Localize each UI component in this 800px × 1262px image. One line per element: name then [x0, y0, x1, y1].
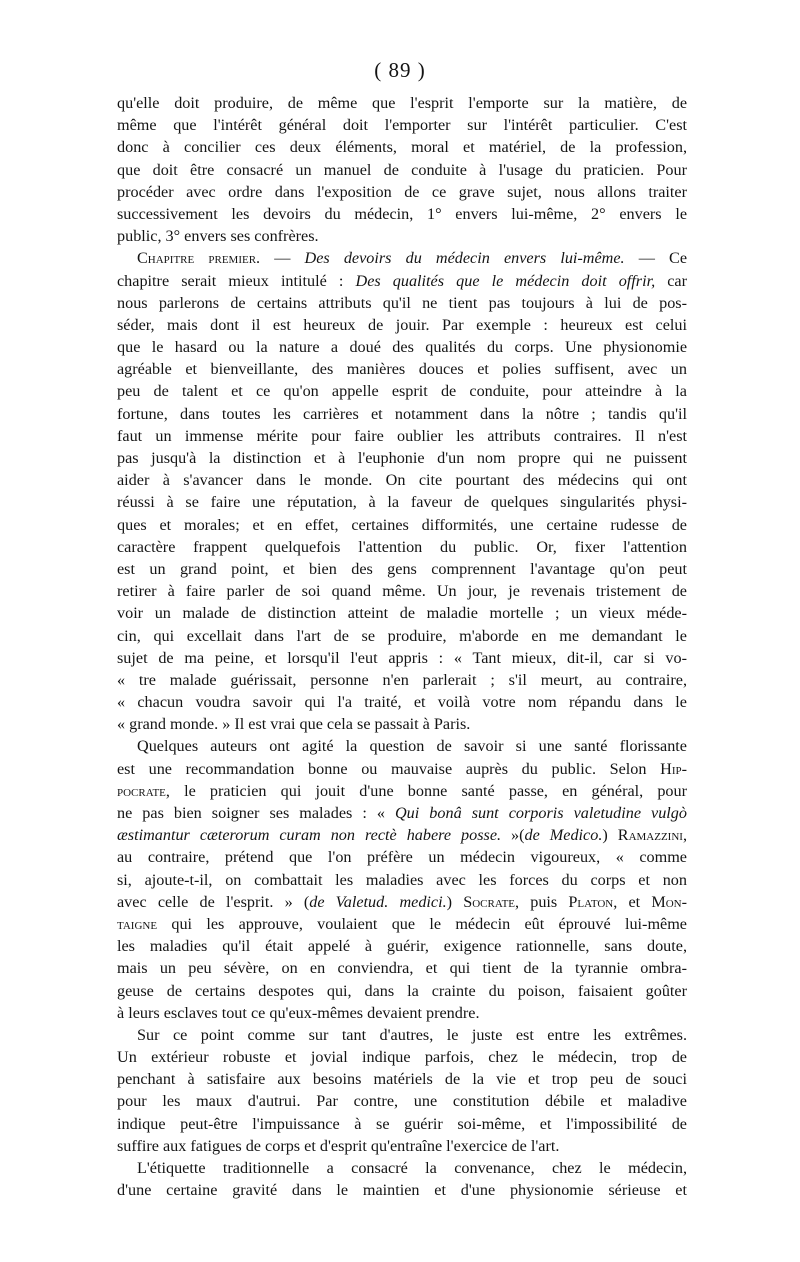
text-segment: si, ajoute-t-il, on combattait les maladies avec les forces du corps et non [117, 870, 687, 889]
text-segment: que le hasard ou la nature a doué des qualités du corps. Une physionomie [117, 338, 687, 357]
text-line [117, 358, 687, 380]
text-segment: réussi à se faire une réputation, à la faveur de quelques singularités physi- [117, 493, 687, 512]
text-segment: geuse de certains despotes qui, dans la crainte du poison, faisaient goûter [117, 981, 687, 1000]
text-line [117, 1046, 687, 1068]
text-line [117, 1179, 687, 1201]
text-line [117, 913, 687, 935]
text-segment: ques et morales; et en effet, certaines difformités, une certaine rudesse de [117, 515, 687, 534]
text-segment: Un extérieur robuste et jovial indique parfois, chez le médecin, trop de [117, 1048, 687, 1067]
text-segment: les maladies qu'il était appelé à guérir, exigence rationnelle, sans doute, [117, 937, 687, 956]
text-line [117, 1068, 687, 1090]
text-segment: — [260, 249, 305, 268]
text-segment: procéder avec ordre dans l'exposition de ce grave sujet, nous allons traiter [117, 182, 687, 201]
small-caps-text: Mon- [651, 892, 687, 911]
text-segment: aider à s'avancer dans le monde. On cite pourtant des médecins qui ont [117, 471, 687, 490]
text-segment: public, 3° envers ses confrères. [117, 227, 319, 246]
italic-text: Des qualités que le médecin doit offrir, [355, 271, 656, 290]
page-number: ( 89 ) [374, 58, 426, 82]
text-line [117, 380, 687, 402]
text-segment: est un grand point, et bien des gens comprennent l'avantage qu'on peut [117, 559, 687, 578]
text-line [117, 203, 687, 225]
text-segment: ne pas bien soigner ses malades : « [117, 804, 395, 822]
text-line [117, 336, 687, 358]
text-line [117, 1002, 687, 1024]
text-segment: mais un peu sévère, on en conviendra, et qui tient de la tyrannie ombra- [117, 959, 687, 978]
text-segment: ) [602, 826, 618, 845]
text-line [117, 647, 687, 669]
text-line [117, 469, 687, 491]
text-segment: puis [519, 892, 569, 911]
text-segment: sujet de ma peine, et lorsqu'il l'eut appris : « Tant mieux, dit-il, car si vo- [117, 648, 687, 667]
text-line [117, 957, 687, 979]
text-segment: avec celle de l'esprit. » ( [117, 892, 310, 911]
text-segment: qu'elle doit produire, de même que l'esprit l'emporte sur la matière, de [117, 94, 687, 112]
text-line [117, 1135, 687, 1157]
text-line [117, 602, 687, 624]
text-segment: indique peut-être l'impuissance à se guérir soi-même, et l'impossibilité de [117, 1114, 687, 1133]
text-line [117, 625, 687, 647]
text-segment: penchant à satisfaire aux besoins matériels de la vie et trop peu de souci [117, 1070, 687, 1089]
text-segment: à leurs esclaves tout ce qu'eux-mêmes devaient prendre. [117, 1003, 480, 1022]
text-segment: d'une certaine gravité dans le maintien et d'une physionomie sérieuse et [117, 1181, 687, 1200]
text-segment: L'étiquette traditionnelle a consacré la convenance, chez le médecin, [137, 1159, 687, 1177]
text-segment: car [655, 271, 687, 290]
text-line [117, 1024, 687, 1046]
text-segment: retirer à faire parler de soi quand même. Un jour, je revenais tristement de [117, 582, 687, 601]
text-segment: « chacun voudra savoir qui l'a traité, et voilà votre nom répandu dans le [117, 693, 687, 712]
italic-text: æstimantur cæterorum curam non rectè habere posse. [117, 826, 502, 845]
text-segment: pour les maux d'autrui. Par contre, une constitution débile et maladive [117, 1092, 687, 1111]
text-segment: séder, mais dont il est heureux de jouir. Par exemple : heureux est celui [117, 315, 687, 334]
text-line [117, 780, 687, 802]
text-line [117, 558, 687, 580]
italic-text: de Medico. [524, 826, 603, 845]
text-line [117, 735, 687, 757]
text-segment: Quelques auteurs ont agité la question de savoir si une santé florissante [137, 737, 687, 756]
text-segment: et [617, 892, 652, 911]
text-line [117, 1113, 687, 1135]
text-line [117, 491, 687, 513]
text-segment: donc à concilier ces deux éléments, moral et matériel, de la profession, [117, 138, 687, 157]
text-line [117, 447, 687, 469]
text-segment: le praticien qui jouit d'une bonne santé passe, en général, pour [169, 781, 687, 800]
text-line [117, 181, 687, 203]
text-line [117, 425, 687, 447]
text-segment: peu de talent et ce qu'on appelle esprit de conduite, pour atteindre à la [117, 382, 687, 401]
text-line [117, 869, 687, 891]
text-segment: au contraire, prétend que l'on préfère un médecin vigoureux, « comme [117, 848, 687, 867]
body-text [117, 92, 687, 1201]
text-segment: voir un malade de distinction atteint de maladie mortelle ; un vieux méde- [117, 604, 687, 623]
text-segment: fortune, dans toutes les carrières et notamment dans la nôtre ; tandis qu'il [117, 404, 687, 423]
text-line [117, 824, 687, 846]
text-line [117, 980, 687, 1002]
text-segment: qui les approuve, voulaient que le médecin eût éprouvé lui-même [157, 914, 687, 933]
text-line [117, 114, 687, 136]
small-caps-text: Chapitre premier. [137, 249, 261, 268]
text-segment: que doit être consacré un manuel de conduite à l'usage du praticien. Pour [117, 160, 687, 179]
text-line [117, 691, 687, 713]
text-line [117, 1157, 687, 1179]
text-line [117, 159, 687, 181]
text-segment: cin, qui excellait dans l'art de se produire, m'aborde en me demandant le [117, 626, 687, 645]
italic-text: Des devoirs du médecin envers lui-même. [304, 249, 625, 268]
text-segment: faut un immense mérite pour faire oublier les attributs contraires. Il n'est [117, 426, 687, 445]
text-segment: suffire aux fatigues de corps et d'esprit qu'entraîne l'exercice de l'art. [117, 1136, 560, 1155]
small-caps-text: taigne [117, 914, 158, 933]
small-caps-text: Ramazzini, [617, 826, 687, 845]
text-segment: « grand monde. » Il est vrai que cela se passait à Paris. [117, 715, 471, 734]
text-line [117, 225, 687, 247]
text-line [117, 314, 687, 336]
text-segment: chapitre serait mieux intitulé : [117, 271, 356, 290]
text-line [117, 514, 687, 536]
text-line [117, 92, 687, 114]
text-segment: caractère frappent quelquefois l'attention du public. Or, fixer l'attention [117, 537, 687, 556]
small-caps-text: Platon, [568, 892, 618, 911]
text-segment: pas jusqu'à la distinction et à l'euphonie d'un nom propre qui ne puissent [117, 449, 687, 467]
text-segment: Sur ce point comme sur tant d'autres, le juste est entre les extrêmes. [137, 1025, 687, 1044]
text-line [117, 580, 687, 602]
text-segment: »( [501, 826, 525, 845]
small-caps-text: Socrate, [463, 892, 520, 911]
text-line [117, 758, 687, 780]
italic-text: de Valetud. medici. [309, 892, 447, 911]
text-segment: — Ce [624, 249, 688, 268]
text-line [117, 136, 687, 158]
text-line [117, 891, 687, 913]
text-line [117, 403, 687, 425]
text-line [117, 713, 687, 735]
text-line [117, 247, 687, 269]
small-caps-text: pocrate, [117, 781, 170, 800]
italic-text: Qui bonâ sunt corporis valetudine vulgò [394, 804, 687, 822]
text-line [117, 935, 687, 957]
text-segment: est une recommandation bonne ou mauvaise auprès du public. Selon [117, 759, 661, 778]
text-segment: ) [446, 892, 464, 911]
text-line [117, 270, 687, 292]
small-caps-text: Hip- [660, 759, 687, 778]
text-line [117, 802, 687, 824]
text-line [117, 846, 687, 868]
text-line [117, 1090, 687, 1112]
text-line [117, 669, 687, 691]
text-segment: successivement les devoirs du médecin, 1° envers lui-même, 2° envers le [117, 204, 687, 223]
text-segment: nous parlerons de certains attributs qu'il ne tient pas toujours à lui de pos- [117, 293, 687, 312]
text-segment: « tre malade guérissait, personne n'en parlerait ; s'il meurt, au contraire, [117, 670, 687, 689]
text-segment: agréable et bienveillante, des manières douces et polies suffisent, avec un [117, 360, 687, 379]
text-line [117, 292, 687, 314]
text-segment: même que l'intérêt général doit l'emporter sur l'intérêt particulier. C'est [117, 116, 687, 135]
text-line [117, 536, 687, 558]
